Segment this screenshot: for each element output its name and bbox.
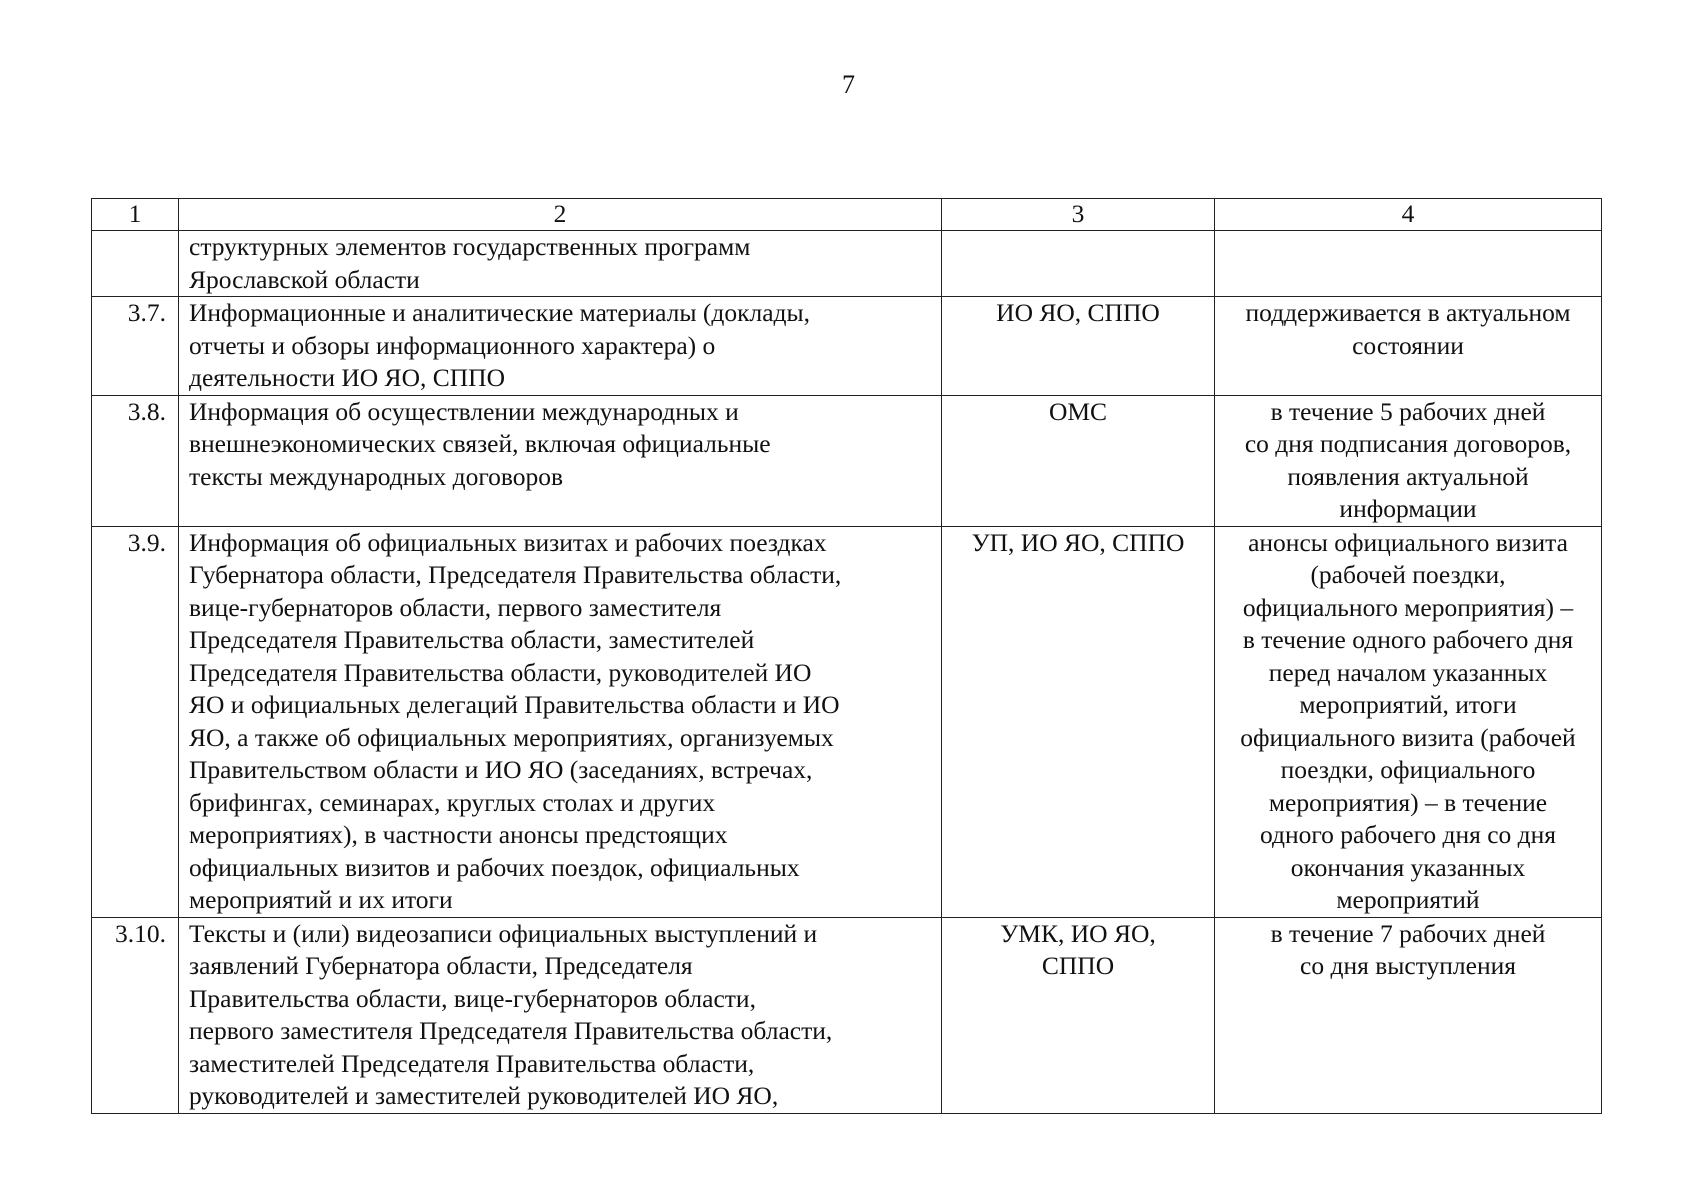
cell-text-line: УМК, ИО ЯО, (1000, 918, 1156, 948)
cell-text-line: мероприятиях), в частности анонсы предстоящих (189, 820, 728, 849)
cell-text-line: анонсы официального визита (1248, 527, 1568, 557)
cell-text-line: руководителей и заместителей руководителей ИО ЯО, (189, 1081, 779, 1110)
cell-text-line: Правительства области, вице-губернаторов области, (189, 983, 756, 1013)
item-number-cell: 3.10. (92, 917, 179, 1113)
cell-text-line: в течение 5 рабочих дней (1270, 396, 1546, 426)
column-header-3: 3 (942, 199, 1215, 231)
item-number-cell: 3.9. (92, 526, 179, 917)
table-row (92, 297, 1602, 396)
cell-text-line: Председателя Правительства области, заместителей (189, 625, 755, 654)
cell-text-line: Информация об осуществлении международных и (189, 396, 739, 426)
cell-text-line: перед началом указанных (1268, 657, 1548, 687)
cell-text-line: Ярославской области (189, 264, 420, 294)
update-term-cell (1215, 395, 1602, 526)
cell-text-line: УП, ИО ЯО, СППО (971, 527, 1185, 557)
cell-text-line: первого заместителя Председателя Правительства области, (189, 1016, 833, 1045)
cell-text-line: Информация об официальных визитах и рабочих поездках (189, 527, 827, 557)
cell-text-line: заместителей Председателя Правительства области, (189, 1048, 755, 1078)
table-row (92, 526, 1602, 917)
table-row (92, 231, 1602, 297)
update-term-cell (1215, 526, 1602, 917)
table-row (92, 917, 1602, 1113)
responsible-party-cell (942, 231, 1215, 297)
cell-text-line: ЯО, а также об официальных мероприятиях, организуемых (189, 722, 834, 752)
table-row (92, 395, 1602, 526)
cell-text-line: мероприятия) – в течение (1268, 787, 1548, 817)
information-description-cell (179, 297, 942, 396)
cell-text-line: ОМС (1048, 396, 1108, 426)
responsible-party-cell (942, 917, 1215, 1113)
item-number-cell: 3.7. (92, 297, 179, 396)
cell-text-line: официального мероприятия) – (1242, 592, 1574, 622)
responsible-party-cell (942, 395, 1215, 526)
column-header-2: 2 (179, 199, 942, 231)
cell-text-line: информации (1339, 494, 1477, 523)
information-description-cell (179, 526, 942, 917)
update-term-cell (1215, 917, 1602, 1113)
information-description-cell (179, 395, 942, 526)
cell-text-line: одного рабочего дня со дня (1259, 820, 1557, 849)
responsible-party-cell (942, 297, 1215, 396)
cell-text-line: брифингах, семинарах, круглых столах и других (189, 787, 716, 817)
column-header-1: 1 (92, 199, 179, 231)
cell-text-line: Председателя Правительства области, руководителей ИО (189, 657, 812, 687)
cell-text-line: мероприятий и их итоги (189, 885, 453, 914)
cell-text-line: со дня выступления (1300, 951, 1516, 980)
cell-text-line: окончания указанных (1290, 852, 1526, 882)
cell-text-line: официального визита (рабочей (1240, 722, 1576, 752)
cell-text-line: ЯО и официальных делегаций Правительства области и ИО (189, 690, 840, 719)
cell-text-line: поездки, официального (1280, 755, 1536, 784)
item-number-cell (92, 231, 179, 297)
cell-text-line: мероприятий, итоги (1299, 690, 1517, 719)
cell-text-line: появления актуальной (1287, 461, 1529, 491)
column-header-4: 4 (1215, 199, 1602, 231)
cell-text-line: Информационные и аналитические материалы (доклады, (189, 298, 811, 327)
document-table (91, 198, 1602, 1114)
update-term-cell (1215, 231, 1602, 297)
cell-text-line: (рабочей поездки, (1310, 560, 1506, 589)
cell-text-line: заявлений Губернатора области, Председателя (189, 951, 693, 980)
cell-text-line: мероприятий (1336, 885, 1480, 914)
cell-text-line: в течение одного рабочего дня (1242, 625, 1574, 654)
cell-text-line: поддерживается в актуальном (1245, 298, 1571, 327)
cell-text-line: официальных визитов и рабочих поездок, официальных (189, 852, 800, 882)
update-term-cell (1215, 297, 1602, 396)
cell-text-line: состоянии (1352, 330, 1464, 360)
information-description-cell (179, 231, 942, 297)
cell-text-line: отчеты и обзоры информационного характера) о (189, 330, 716, 360)
cell-text-line: вице-губернаторов области, первого заместителя (189, 592, 722, 622)
cell-text-line: Тексты и (или) видеозаписи официальных выступлений и (189, 918, 818, 948)
cell-text-line: Правительством области и ИО ЯО (заседаниях, встречах, (189, 755, 813, 784)
cell-text-line: тексты международных договоров (189, 461, 564, 491)
responsible-party-cell (942, 526, 1215, 917)
information-description-cell (179, 917, 942, 1113)
cell-text-line: СППО (1041, 951, 1115, 980)
page-number: 7 (842, 70, 855, 99)
cell-text-line: внешнеэкономических связей, включая официальные (189, 429, 771, 458)
cell-text-line: деятельности ИО ЯО, СППО (189, 363, 505, 392)
table-header-row (92, 199, 1602, 231)
cell-text-line: Губернатора области, Председателя Правительства области, (189, 560, 842, 589)
cell-text-line: структурных элементов государственных программ (189, 232, 751, 261)
cell-text-line: в течение 7 рабочих дней (1270, 918, 1546, 948)
item-number-cell: 3.8. (92, 395, 179, 526)
cell-text-line: ИО ЯО, СППО (996, 298, 1160, 327)
cell-text-line: со дня подписания договоров, (1244, 429, 1572, 458)
